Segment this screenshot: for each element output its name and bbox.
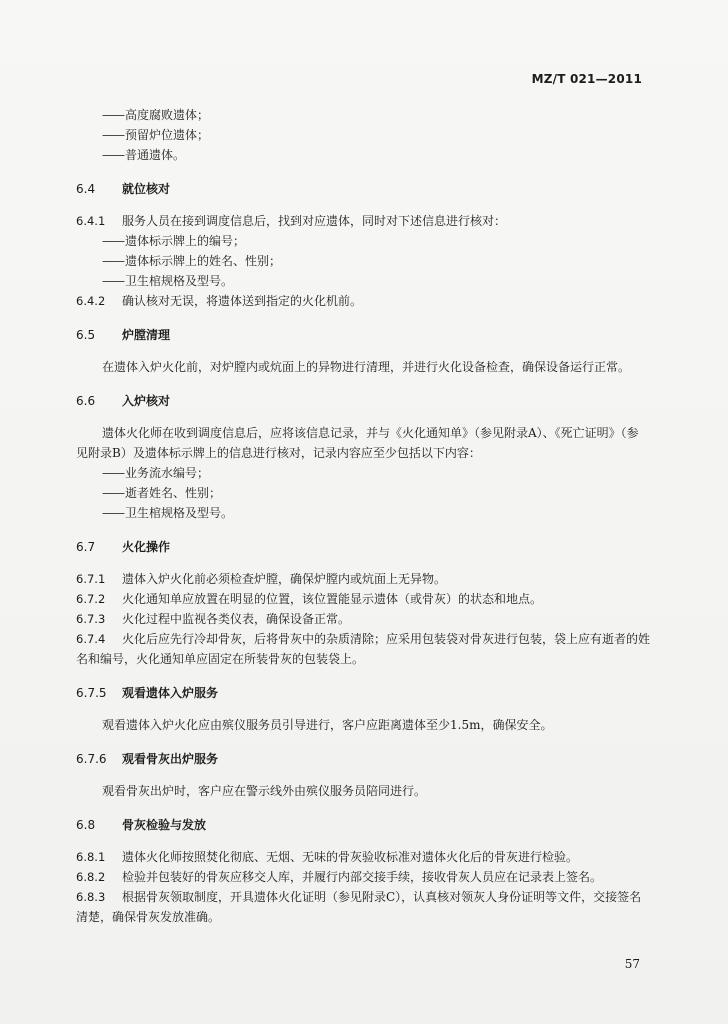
clause-text: 检验并包装好的骨灰应移交人库，并履行内部交接手续，接收骨灰人员应在记录表上签名。 [122, 870, 603, 884]
clause-text: 火化过程中监视各类仪表，确保设备正常。 [122, 612, 351, 626]
list-item: —— 逝者姓名、性别； [76, 483, 650, 503]
subsection-heading-6-7-6 [76, 749, 650, 769]
clause-text: 火化后应先行冷却骨灰，后将骨灰中的杂质清除；应采用包装袋对骨灰进行包装，袋上应有逝者的姓名和编号，火化通知单应固定在所装骨灰的包装袋上。 [76, 632, 651, 666]
list-item: —— 预留炉位遗体； [76, 125, 650, 145]
section-heading-6-4 [76, 179, 650, 199]
clause-text: 火化通知单应放置在明显的位置，该位置能显示遗体（或骨灰）的状态和地点。 [122, 592, 543, 606]
standard-code-header: MZ/T 021—2011 [531, 72, 642, 86]
list-item: —— 普通遗体。 [76, 145, 650, 165]
clause-number: 6.7.3 [76, 612, 106, 626]
clause-text: 遗体火化师按照焚化彻底、无烟、无味的骨灰验收标准对遗体火化后的骨灰进行检验。 [122, 850, 579, 864]
clause-6-8-1 [76, 847, 650, 867]
section-title: 就位核对 [122, 182, 171, 196]
clause-6-7-3 [76, 609, 650, 629]
clause-number: 6.8.2 [76, 870, 106, 884]
paragraph: 遗体火化师在收到调度信息后，应将该信息记录，并与《火化通知单》（参见附录A）、《死亡证明》（参见附录B）及遗体标示牌上的信息进行核对，记录内容应至少包括以下内容： [76, 426, 639, 460]
section-title: 观看遗体入炉服务 [122, 686, 219, 700]
list-item: —— 业务流水编号； [76, 463, 650, 483]
clause-number: 6.8.3 [76, 890, 106, 904]
section-heading-6-5 [76, 325, 650, 345]
paragraph: 观看骨灰出炉时，客户应在警示线外由殡仪服务员陪同进行。 [102, 784, 427, 798]
section-number: 6.5 [76, 328, 96, 342]
document-body [76, 105, 650, 927]
list-item: —— 卫生棺规格及型号。 [76, 271, 650, 291]
section-number: 6.7 [76, 540, 96, 554]
list-item: —— 高度腐败遗体； [76, 105, 650, 125]
section-heading-6-6 [76, 391, 650, 411]
clause-text: 根据骨灰领取制度，开具遗体火化证明（参见附录C），认真核对领灰人身份证明等文件，交接签名清楚，确保骨灰发放准确。 [76, 890, 642, 924]
list-item: —— 遗体标示牌上的姓名、性别； [76, 251, 650, 271]
section-number: 6.7.6 [76, 752, 107, 766]
section-title: 炉膛清理 [122, 328, 171, 342]
clause-text: 服务人员在接到调度信息后，找到对应遗体，同时对下述信息进行核对： [122, 214, 507, 228]
page-number: 57 [624, 957, 640, 971]
paragraph: 在遗体入炉火化前，对炉膛内或炕面上的异物进行清理，并进行火化设备检查，确保设备运行正常。 [102, 360, 631, 374]
clause-number: 6.4.2 [76, 294, 106, 308]
section-number: 6.8 [76, 818, 96, 832]
list-item: —— 卫生棺规格及型号。 [76, 503, 650, 523]
paragraph: 观看遗体入炉火化应由殡仪服务员引导进行，客户应距离遗体至少1.5m，确保安全。 [102, 718, 553, 732]
section-heading-6-8 [76, 815, 650, 835]
section-title: 火化操作 [122, 540, 171, 554]
list-item: —— 遗体标示牌上的编号； [76, 231, 650, 251]
clause-6-4-1 [76, 211, 650, 231]
section-number: 6.7.5 [76, 686, 107, 700]
clause-6-7-2 [76, 589, 650, 609]
clause-6-8-3 [76, 887, 650, 927]
subsection-heading-6-7-5 [76, 683, 650, 703]
clause-number: 6.7.1 [76, 572, 106, 586]
clause-6-4-2 [76, 291, 650, 311]
section-heading-6-7 [76, 537, 650, 557]
clause-number: 6.8.1 [76, 850, 106, 864]
clause-number: 6.7.2 [76, 592, 106, 606]
section-number: 6.6 [76, 394, 96, 408]
section-title: 入炉核对 [122, 394, 171, 408]
clause-text: 确认核对无误，将遗体送到指定的火化机前。 [122, 294, 363, 308]
clause-6-8-2 [76, 867, 650, 887]
clause-6-7-1 [76, 569, 650, 589]
clause-number: 6.4.1 [76, 214, 106, 228]
clause-number: 6.7.4 [76, 632, 106, 646]
section-title: 观看骨灰出炉服务 [122, 752, 219, 766]
clause-text: 遗体入炉火化前必须检查炉膛，确保炉膛内或炕面上无异物。 [122, 572, 447, 586]
clause-6-7-4 [76, 629, 650, 669]
section-number: 6.4 [76, 182, 96, 196]
section-title: 骨灰检验与发放 [122, 818, 207, 832]
